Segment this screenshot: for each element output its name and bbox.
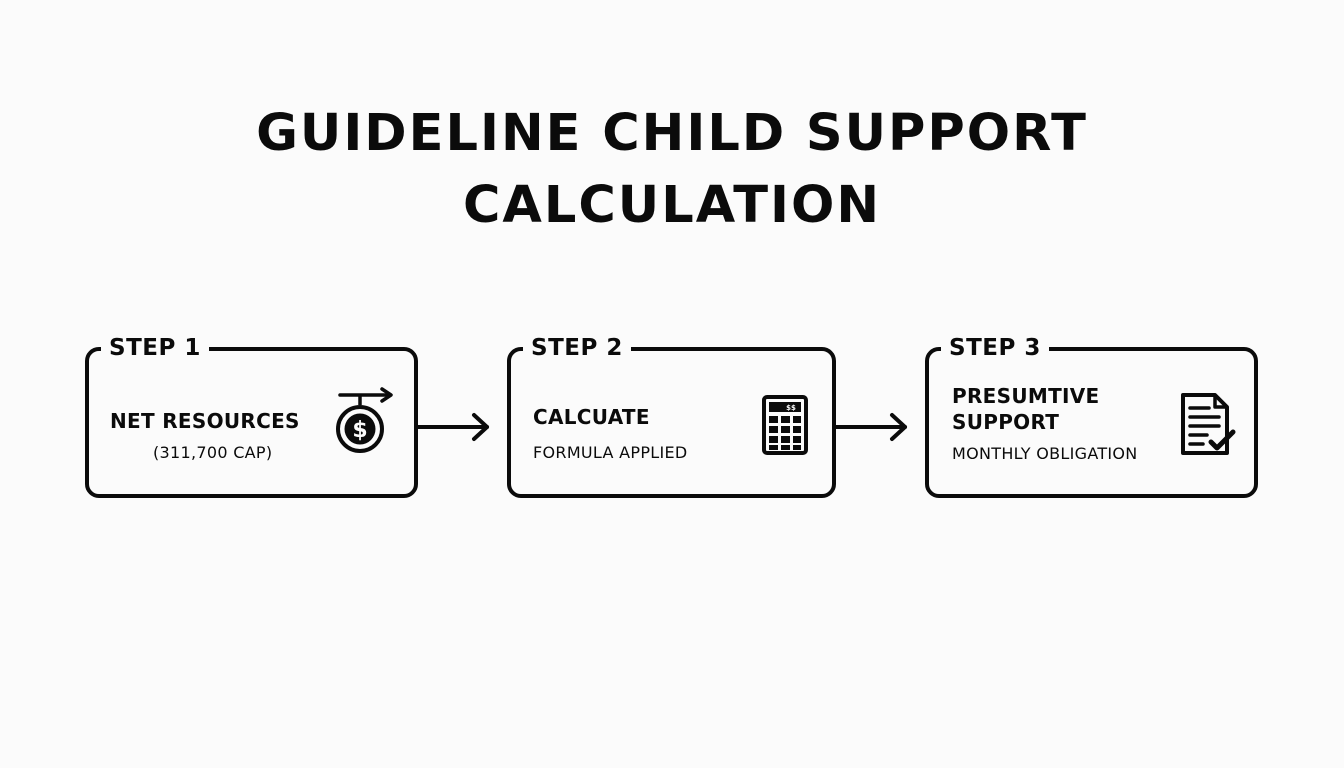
title-line-1: GUIDELINE CHILD SUPPORT xyxy=(256,104,1088,163)
step-3-box xyxy=(925,335,1258,498)
svg-text:$: $ xyxy=(352,418,368,443)
diagram-title xyxy=(0,98,1344,242)
svg-text:$$: $$ xyxy=(786,404,796,412)
step-2-subtitle: FORMULA APPLIED xyxy=(533,443,688,462)
arrow-step2-to-step3-icon xyxy=(835,410,909,444)
step-3-subtitle: MONTHLY OBLIGATION xyxy=(952,444,1138,463)
step-2-title: CALCUATE xyxy=(533,405,650,429)
calculator-icon xyxy=(761,394,809,456)
step-3-title-line-1: PRESUMTIVE xyxy=(952,384,1100,408)
step-2-label: STEP 2 xyxy=(523,334,631,362)
step-3-label: STEP 3 xyxy=(941,334,1049,362)
step-1-box xyxy=(85,335,418,498)
step-1-title: NET RESOURCES xyxy=(110,409,300,433)
document-check-icon xyxy=(1179,392,1237,458)
step-3-title-line-2: SUPPORT xyxy=(952,410,1060,434)
arrow-step1-to-step2-icon xyxy=(417,410,491,444)
title-line-2: CALCULATION xyxy=(462,176,882,235)
step-1-subtitle: (311,700 CAP) xyxy=(153,443,273,462)
step-2-box xyxy=(507,335,836,498)
step-1-label: STEP 1 xyxy=(101,334,209,362)
dollar-coin-arrow-icon xyxy=(334,387,396,453)
